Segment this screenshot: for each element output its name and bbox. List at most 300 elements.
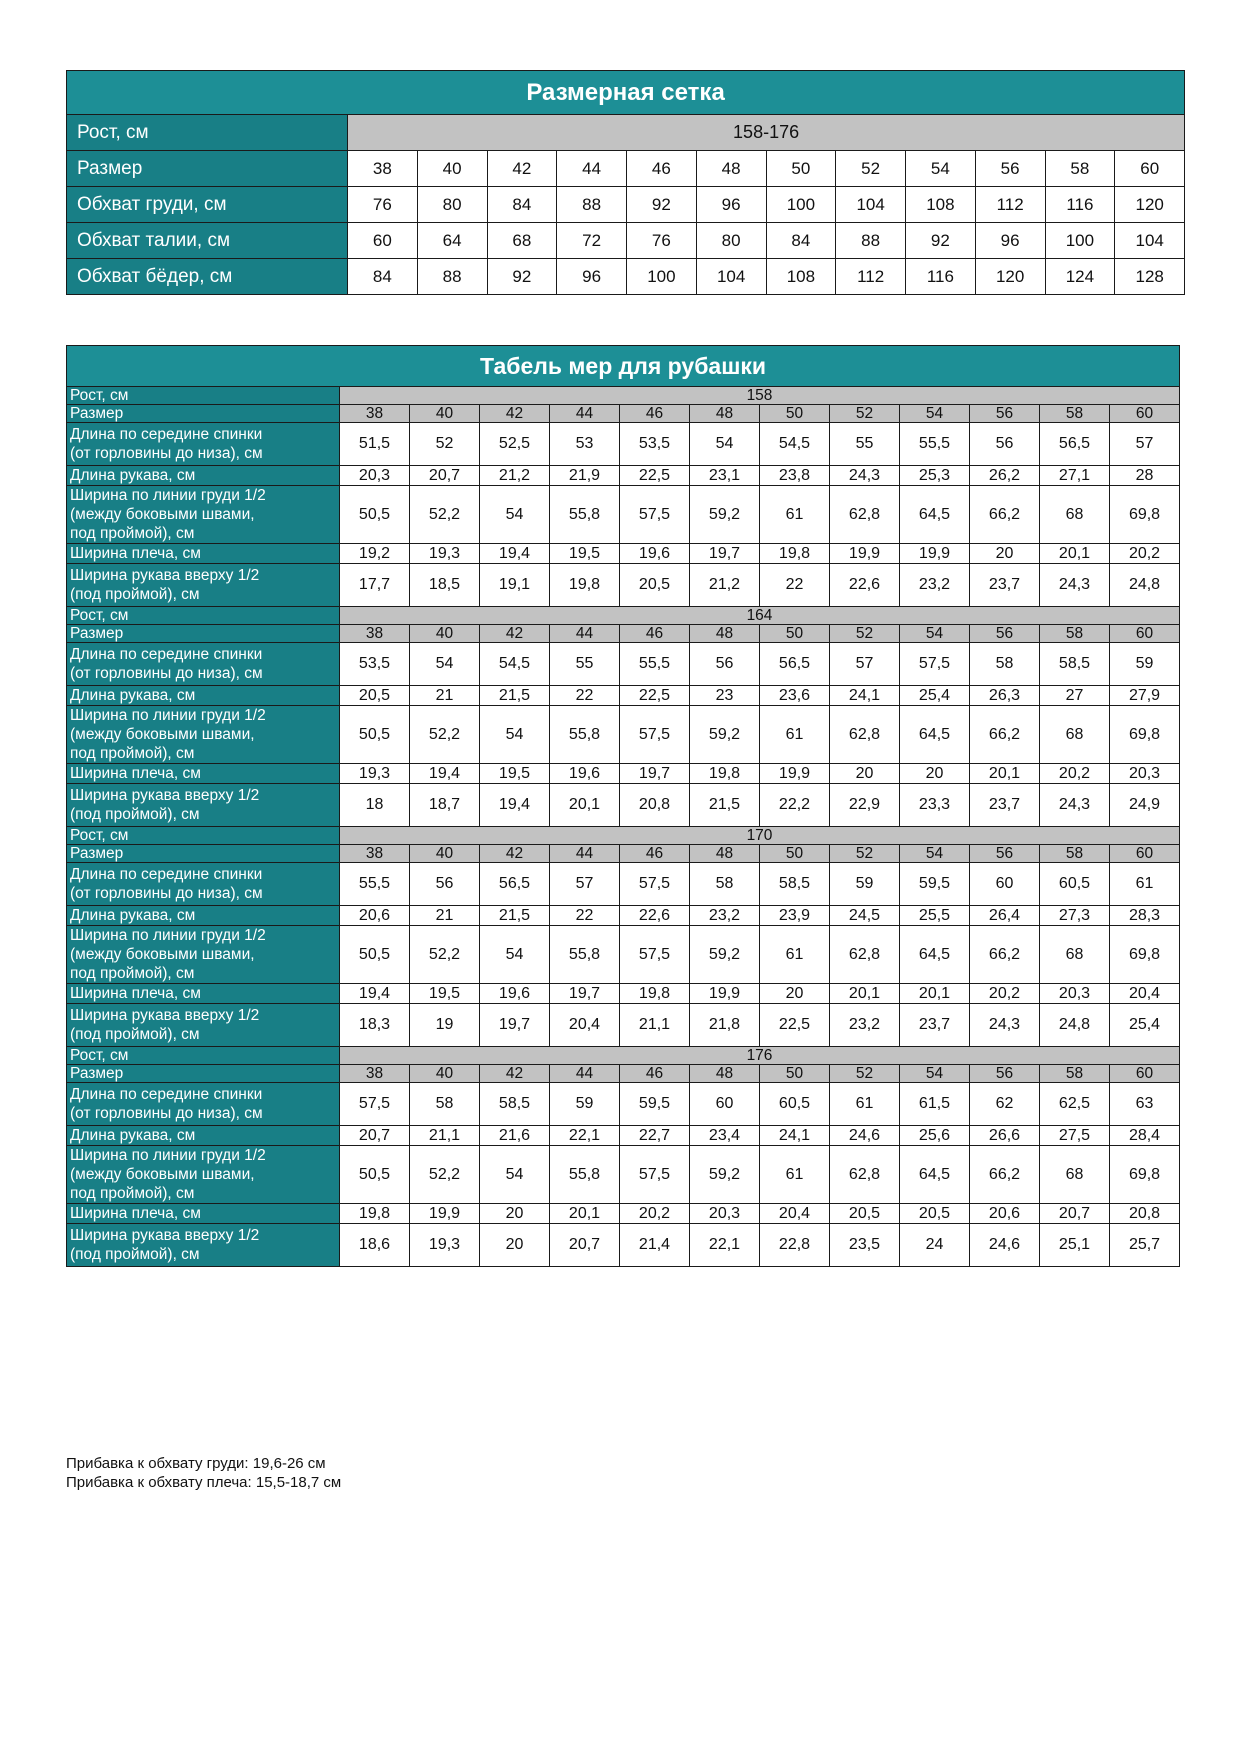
table-row <box>67 784 1180 827</box>
value-cell: 108 <box>766 259 836 295</box>
value-cell: 64 <box>417 223 487 259</box>
value-cell: 23,8 <box>760 466 830 486</box>
value-cell: 21,6 <box>480 1126 550 1146</box>
row-label-line: Ширина плеча, см <box>70 545 201 562</box>
value-cell: 19,5 <box>480 764 550 784</box>
value-cell: 25,1 <box>1040 1224 1110 1267</box>
row-label-line: (от горловины до низа), см <box>70 1105 263 1122</box>
size-label: Размер <box>67 1065 340 1083</box>
size-cell: 60 <box>1110 405 1180 423</box>
value-cell: 23 <box>690 686 760 706</box>
value-cell: 69,8 <box>1110 926 1180 984</box>
value-cell: 24,8 <box>1040 1004 1110 1047</box>
value-cell: 20,3 <box>1110 764 1180 784</box>
value-cell: 20,2 <box>1110 544 1180 564</box>
value-cell: 76 <box>348 187 418 223</box>
height-value: 158-176 <box>348 115 1185 151</box>
size-cell: 38 <box>340 405 410 423</box>
size-row <box>67 405 1180 423</box>
value-cell: 20,7 <box>1040 1204 1110 1224</box>
value-cell: 120 <box>1115 187 1185 223</box>
value-cell: 80 <box>417 187 487 223</box>
value-cell: 69,8 <box>1110 706 1180 764</box>
value-cell: 20,1 <box>970 764 1040 784</box>
row-label-line: Ширина по линии груди 1/2 <box>70 1147 266 1164</box>
value-cell: 84 <box>348 259 418 295</box>
value-cell: 92 <box>906 223 976 259</box>
value-cell: 50,5 <box>340 486 410 544</box>
height-row <box>67 827 1180 845</box>
table-row <box>67 223 1185 259</box>
value-cell: 22,5 <box>620 686 690 706</box>
value-cell: 19,4 <box>480 784 550 827</box>
value-cell: 57,5 <box>340 1083 410 1126</box>
size-cell: 52 <box>830 625 900 643</box>
value-cell: 24,1 <box>830 686 900 706</box>
value-cell: 57,5 <box>900 643 970 686</box>
value-cell: 24,1 <box>760 1126 830 1146</box>
value-cell: 19,5 <box>410 984 480 1004</box>
value-cell: 20 <box>830 764 900 784</box>
value-cell: 63 <box>1110 1083 1180 1126</box>
size-cell: 38 <box>340 845 410 863</box>
value-cell: 57 <box>830 643 900 686</box>
value-cell: 20,7 <box>410 466 480 486</box>
row-label-line: (под проймой), см <box>70 586 200 603</box>
value-cell: 58,5 <box>760 863 830 906</box>
value-cell: 20,4 <box>550 1004 620 1047</box>
value-cell: 58 <box>970 643 1040 686</box>
value-cell: 23,2 <box>830 1004 900 1047</box>
value-cell: 61 <box>760 706 830 764</box>
size-cell: 42 <box>480 625 550 643</box>
value-cell: 55,5 <box>340 863 410 906</box>
value-cell: 19,4 <box>480 544 550 564</box>
row-label-line: Длина по середине спинки <box>70 426 263 443</box>
value-cell: 61,5 <box>900 1083 970 1126</box>
value-cell: 20,5 <box>830 1204 900 1224</box>
value-cell: 128 <box>1115 259 1185 295</box>
value-cell: 20,6 <box>340 906 410 926</box>
value-cell: 20,3 <box>340 466 410 486</box>
size-cell: 58 <box>1040 625 1110 643</box>
value-cell: 22,6 <box>620 906 690 926</box>
value-cell: 42 <box>487 151 557 187</box>
value-cell: 24,6 <box>970 1224 1040 1267</box>
size-cell: 48 <box>690 405 760 423</box>
row-label <box>67 764 340 784</box>
row-label-line: Ширина по линии груди 1/2 <box>70 707 266 724</box>
size-cell: 50 <box>760 405 830 423</box>
value-cell: 88 <box>557 187 627 223</box>
value-cell: 57,5 <box>620 926 690 984</box>
value-cell: 62,8 <box>830 1146 900 1204</box>
value-cell: 21,4 <box>620 1224 690 1267</box>
value-cell: 19,4 <box>410 764 480 784</box>
size-cell: 42 <box>480 1065 550 1083</box>
row-label <box>67 466 340 486</box>
value-cell: 28 <box>1110 466 1180 486</box>
value-cell: 96 <box>975 223 1045 259</box>
value-cell: 20,5 <box>340 686 410 706</box>
value-cell: 20,1 <box>830 984 900 1004</box>
table-row <box>67 187 1185 223</box>
row-label <box>67 1204 340 1224</box>
size-cell: 46 <box>620 405 690 423</box>
row-label-line: Ширина плеча, см <box>70 1205 201 1222</box>
value-cell: 20 <box>480 1224 550 1267</box>
value-cell: 60 <box>1115 151 1185 187</box>
value-cell: 20,2 <box>1040 764 1110 784</box>
value-cell: 68 <box>1040 1146 1110 1204</box>
size-cell: 48 <box>690 1065 760 1083</box>
row-label-line: Длина по середине спинки <box>70 646 263 663</box>
value-cell: 56 <box>690 643 760 686</box>
value-cell: 108 <box>906 187 976 223</box>
size-cell: 48 <box>690 845 760 863</box>
value-cell: 23,7 <box>970 564 1040 607</box>
value-cell: 60 <box>348 223 418 259</box>
row-label <box>67 643 340 686</box>
value-cell: 54 <box>410 643 480 686</box>
size-cell: 54 <box>900 1065 970 1083</box>
value-cell: 59,2 <box>690 926 760 984</box>
value-cell: 20 <box>760 984 830 1004</box>
value-cell: 55,8 <box>550 706 620 764</box>
value-cell: 52,2 <box>410 486 480 544</box>
row-label-line: под проймой), см <box>70 745 195 762</box>
height-label: Рост, см <box>67 607 340 625</box>
value-cell: 57 <box>1110 423 1180 466</box>
row-label-line: Длина по середине спинки <box>70 1086 263 1103</box>
value-cell: 57,5 <box>620 706 690 764</box>
value-cell: 20 <box>480 1204 550 1224</box>
size-row <box>67 1065 1180 1083</box>
value-cell: 40 <box>417 151 487 187</box>
value-cell: 55,8 <box>550 486 620 544</box>
value-cell: 20,1 <box>1040 544 1110 564</box>
value-cell: 55,8 <box>550 1146 620 1204</box>
row-label: Обхват бёдер, см <box>67 259 348 295</box>
value-cell: 20,3 <box>1040 984 1110 1004</box>
value-cell: 27 <box>1040 686 1110 706</box>
row-label-line: Ширина по линии груди 1/2 <box>70 487 266 504</box>
value-cell: 50,5 <box>340 1146 410 1204</box>
size-grid-table <box>66 70 1185 295</box>
value-cell: 104 <box>696 259 766 295</box>
value-cell: 17,7 <box>340 564 410 607</box>
value-cell: 64,5 <box>900 706 970 764</box>
table-row <box>67 1004 1180 1047</box>
table-row <box>67 1204 1180 1224</box>
value-cell: 62,5 <box>1040 1083 1110 1126</box>
value-cell: 56 <box>410 863 480 906</box>
value-cell: 24,9 <box>1110 784 1180 827</box>
value-cell: 54 <box>480 486 550 544</box>
size-cell: 56 <box>970 405 1040 423</box>
value-cell: 54 <box>906 151 976 187</box>
row-label <box>67 863 340 906</box>
value-cell: 68 <box>1040 706 1110 764</box>
size-cell: 58 <box>1040 845 1110 863</box>
value-cell: 64,5 <box>900 926 970 984</box>
value-cell: 21,2 <box>690 564 760 607</box>
size-cell: 46 <box>620 845 690 863</box>
size-cell: 48 <box>690 625 760 643</box>
value-cell: 52 <box>410 423 480 466</box>
value-cell: 20 <box>970 544 1040 564</box>
shirt-table-title: Табель мер для рубашки <box>67 346 1180 387</box>
value-cell: 56,5 <box>480 863 550 906</box>
value-cell: 23,7 <box>900 1004 970 1047</box>
value-cell: 26,4 <box>970 906 1040 926</box>
value-cell: 54 <box>480 1146 550 1204</box>
value-cell: 61 <box>1110 863 1180 906</box>
value-cell: 24,8 <box>1110 564 1180 607</box>
value-cell: 22,2 <box>760 784 830 827</box>
value-cell: 57,5 <box>620 863 690 906</box>
value-cell: 62 <box>970 1083 1040 1126</box>
value-cell: 52 <box>836 151 906 187</box>
value-cell: 22,9 <box>830 784 900 827</box>
value-cell: 21,9 <box>550 466 620 486</box>
size-cell: 52 <box>830 405 900 423</box>
value-cell: 48 <box>696 151 766 187</box>
value-cell: 19,4 <box>340 984 410 1004</box>
value-cell: 21 <box>410 686 480 706</box>
value-cell: 56,5 <box>1040 423 1110 466</box>
table-row <box>67 259 1185 295</box>
value-cell: 20,5 <box>620 564 690 607</box>
row-label <box>67 686 340 706</box>
value-cell: 19,8 <box>340 1204 410 1224</box>
height-label: Рост, см <box>67 387 340 405</box>
row-label-line: Ширина плеча, см <box>70 985 201 1002</box>
table-row <box>67 764 1180 784</box>
value-cell: 23,6 <box>760 686 830 706</box>
value-cell: 19,7 <box>480 1004 550 1047</box>
value-cell: 59,2 <box>690 1146 760 1204</box>
shirt-measurements-table <box>66 345 1180 1267</box>
size-cell: 46 <box>620 1065 690 1083</box>
value-cell: 20,5 <box>900 1204 970 1224</box>
value-cell: 19,3 <box>410 544 480 564</box>
size-cell: 54 <box>900 405 970 423</box>
value-cell: 61 <box>760 926 830 984</box>
value-cell: 23,1 <box>690 466 760 486</box>
value-cell: 21,1 <box>410 1126 480 1146</box>
value-cell: 92 <box>627 187 697 223</box>
value-cell: 80 <box>696 223 766 259</box>
value-cell: 20,1 <box>900 984 970 1004</box>
size-cell: 52 <box>830 1065 900 1083</box>
value-cell: 50,5 <box>340 926 410 984</box>
row-label <box>67 544 340 564</box>
table-row <box>67 1126 1180 1146</box>
value-cell: 96 <box>557 259 627 295</box>
value-cell: 96 <box>696 187 766 223</box>
value-cell: 58 <box>1045 151 1115 187</box>
value-cell: 120 <box>975 259 1045 295</box>
value-cell: 20,8 <box>620 784 690 827</box>
table-row <box>67 1224 1180 1267</box>
value-cell: 54 <box>690 423 760 466</box>
value-cell: 57 <box>550 863 620 906</box>
value-cell: 20,8 <box>1110 1204 1180 1224</box>
height-value: 170 <box>340 827 1180 845</box>
value-cell: 55,8 <box>550 926 620 984</box>
row-label-line: Ширина рукава вверху 1/2 <box>70 787 260 804</box>
value-cell: 20,6 <box>970 1204 1040 1224</box>
size-cell: 50 <box>760 625 830 643</box>
row-label-line: Длина рукава, см <box>70 467 196 484</box>
row-label <box>67 926 340 984</box>
value-cell: 24,3 <box>1040 784 1110 827</box>
row-label <box>67 564 340 607</box>
value-cell: 20,2 <box>620 1204 690 1224</box>
value-cell: 56 <box>975 151 1045 187</box>
value-cell: 20,4 <box>760 1204 830 1224</box>
value-cell: 59,2 <box>690 706 760 764</box>
value-cell: 84 <box>487 187 557 223</box>
value-cell: 19,9 <box>410 1204 480 1224</box>
value-cell: 21,5 <box>480 906 550 926</box>
value-cell: 64,5 <box>900 486 970 544</box>
table-row <box>67 486 1180 544</box>
value-cell: 59,5 <box>620 1083 690 1126</box>
value-cell: 24,6 <box>830 1126 900 1146</box>
row-label-line: (между боковыми швами, <box>70 726 255 743</box>
value-cell: 19,6 <box>620 544 690 564</box>
size-cell: 50 <box>760 1065 830 1083</box>
value-cell: 21,2 <box>480 466 550 486</box>
value-cell: 20 <box>900 764 970 784</box>
value-cell: 27,9 <box>1110 686 1180 706</box>
height-label: Рост, см <box>67 827 340 845</box>
value-cell: 22 <box>550 906 620 926</box>
value-cell: 20,2 <box>970 984 1040 1004</box>
size-cell: 58 <box>1040 405 1110 423</box>
value-cell: 60 <box>970 863 1040 906</box>
value-cell: 19,9 <box>760 764 830 784</box>
value-cell: 19,2 <box>340 544 410 564</box>
size-cell: 40 <box>410 1065 480 1083</box>
value-cell: 55,5 <box>900 423 970 466</box>
row-label-line: Длина рукава, см <box>70 687 196 704</box>
size-cell: 46 <box>620 625 690 643</box>
value-cell: 60 <box>690 1083 760 1126</box>
value-cell: 20,1 <box>550 784 620 827</box>
size-cell: 42 <box>480 845 550 863</box>
row-label <box>67 784 340 827</box>
row-label-line: Ширина рукава вверху 1/2 <box>70 1007 260 1024</box>
table-row <box>67 906 1180 926</box>
value-cell: 19,6 <box>550 764 620 784</box>
table-row <box>67 151 1185 187</box>
value-cell: 55,5 <box>620 643 690 686</box>
value-cell: 69,8 <box>1110 486 1180 544</box>
row-label: Обхват груди, см <box>67 187 348 223</box>
value-cell: 64,5 <box>900 1146 970 1204</box>
value-cell: 23,3 <box>900 784 970 827</box>
value-cell: 25,5 <box>900 906 970 926</box>
value-cell: 55 <box>550 643 620 686</box>
row-label-line: (от горловины до низа), см <box>70 445 263 462</box>
value-cell: 61 <box>830 1083 900 1126</box>
value-cell: 61 <box>760 1146 830 1204</box>
table-row <box>67 926 1180 984</box>
value-cell: 54,5 <box>760 423 830 466</box>
row-label-line: (под проймой), см <box>70 1246 200 1263</box>
value-cell: 116 <box>906 259 976 295</box>
value-cell: 19,1 <box>480 564 550 607</box>
value-cell: 27,1 <box>1040 466 1110 486</box>
value-cell: 27,3 <box>1040 906 1110 926</box>
size-cell: 56 <box>970 625 1040 643</box>
value-cell: 112 <box>975 187 1045 223</box>
value-cell: 50 <box>766 151 836 187</box>
value-cell: 58 <box>410 1083 480 1126</box>
table-row <box>67 423 1180 466</box>
value-cell: 19,8 <box>620 984 690 1004</box>
table-row <box>67 686 1180 706</box>
value-cell: 23,4 <box>690 1126 760 1146</box>
row-label <box>67 1146 340 1204</box>
height-value: 158 <box>340 387 1180 405</box>
row-label-line: под проймой), см <box>70 1185 195 1202</box>
value-cell: 84 <box>766 223 836 259</box>
row-label <box>67 906 340 926</box>
table-row <box>67 1146 1180 1204</box>
size-cell: 38 <box>340 625 410 643</box>
value-cell: 25,7 <box>1110 1224 1180 1267</box>
height-label: Рост, см <box>67 115 348 151</box>
value-cell: 92 <box>487 259 557 295</box>
size-cell: 44 <box>550 405 620 423</box>
value-cell: 26,3 <box>970 686 1040 706</box>
row-label-line: Ширина плеча, см <box>70 765 201 782</box>
row-label <box>67 1004 340 1047</box>
table-row <box>67 706 1180 764</box>
row-label-line: (между боковыми швами, <box>70 1166 255 1183</box>
row-label-line: Длина рукава, см <box>70 907 196 924</box>
height-label: Рост, см <box>67 1047 340 1065</box>
value-cell: 62,8 <box>830 706 900 764</box>
value-cell: 22,1 <box>550 1126 620 1146</box>
row-label <box>67 486 340 544</box>
value-cell: 19,7 <box>620 764 690 784</box>
value-cell: 28,4 <box>1110 1126 1180 1146</box>
value-cell: 52,2 <box>410 926 480 984</box>
row-label-line: (под проймой), см <box>70 806 200 823</box>
value-cell: 69,8 <box>1110 1146 1180 1204</box>
value-cell: 23,5 <box>830 1224 900 1267</box>
row-label-line: под проймой), см <box>70 965 195 982</box>
row-label-line: под проймой), см <box>70 525 195 542</box>
row-label-line: Длина рукава, см <box>70 1127 196 1144</box>
table-row <box>67 984 1180 1004</box>
value-cell: 18,7 <box>410 784 480 827</box>
size-cell: 40 <box>410 845 480 863</box>
row-label-line: (между боковыми швами, <box>70 506 255 523</box>
value-cell: 19,9 <box>690 984 760 1004</box>
height-row <box>67 387 1180 405</box>
value-cell: 54 <box>480 926 550 984</box>
value-cell: 22,7 <box>620 1126 690 1146</box>
value-cell: 19,9 <box>830 544 900 564</box>
value-cell: 19,5 <box>550 544 620 564</box>
value-cell: 19,3 <box>410 1224 480 1267</box>
